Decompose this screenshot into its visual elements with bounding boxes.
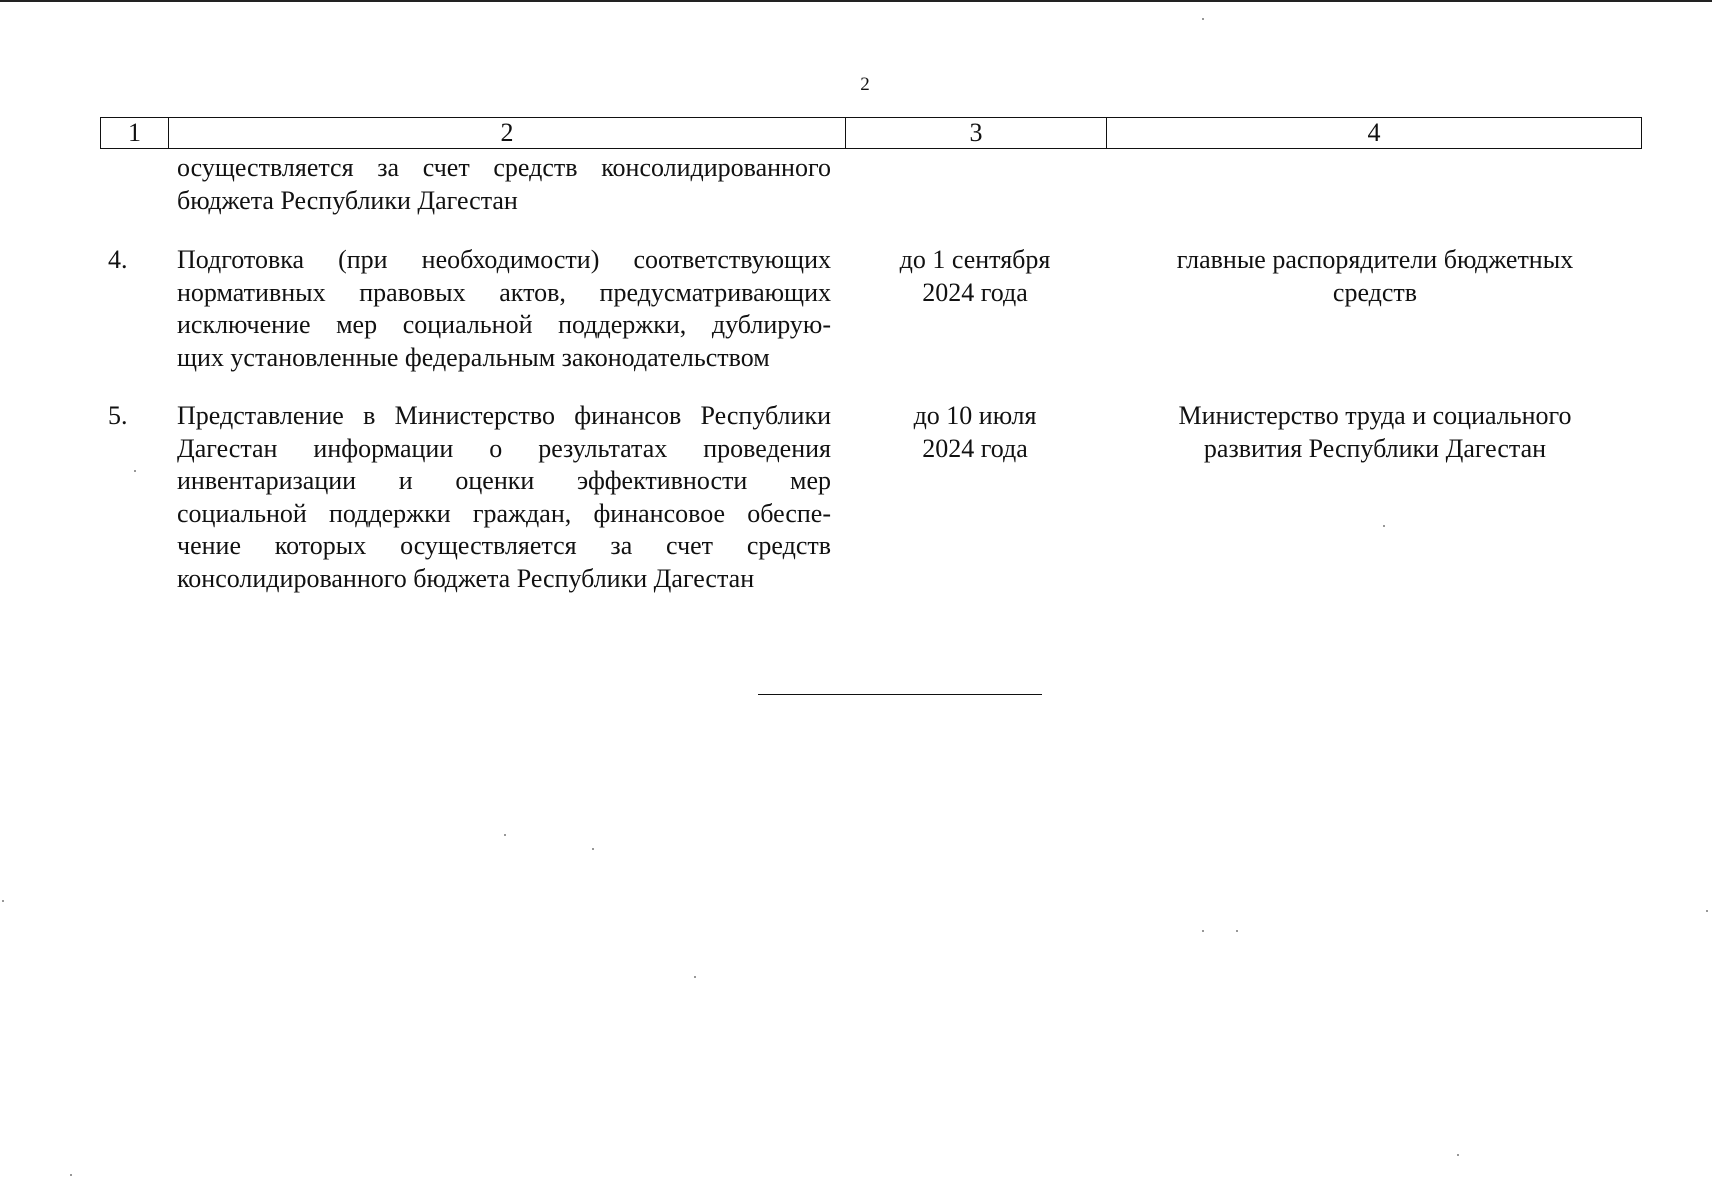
responsible-line: главные распорядители бюджетных [1176, 245, 1574, 274]
scan-speck [694, 976, 696, 978]
row-number: 5. [108, 401, 128, 430]
text-line: бюджета Республики Дагестан [177, 185, 518, 215]
row-deadline [860, 400, 1090, 465]
row-measure-text [177, 244, 831, 374]
scan-speck [1202, 18, 1204, 20]
page-number: 2 [860, 74, 870, 95]
responsible-line: Министерство труда и социального [1178, 401, 1572, 430]
continuation-text [177, 152, 831, 217]
text-line: исключение мер социальной поддержки, дублирую- [177, 310, 831, 339]
scan-speck [2, 900, 4, 902]
deadline-line: 2024 года [922, 433, 1028, 463]
row-responsible [1120, 244, 1630, 309]
end-of-document-rule [758, 694, 1042, 695]
text-line: консолидированного бюджета Республики Дагестан [177, 563, 755, 593]
text-line: осуществляется за счет средств консолидированного [177, 153, 831, 182]
scan-edge [0, 0, 1712, 2]
text-line: нормативных правовых актов, предусматривающих [177, 277, 831, 307]
text-line: Подготовка (при необходимости) соответствующих [177, 245, 831, 274]
text-line: щих установленные федеральным законодательством [177, 342, 770, 372]
scan-speck [592, 848, 594, 850]
deadline-line: до 1 сентября [899, 245, 1051, 274]
scan-speck [1457, 1154, 1459, 1156]
scan-speck [504, 834, 506, 836]
scan-speck [1202, 930, 1204, 932]
row-deadline [860, 244, 1090, 309]
deadline-line: 2024 года [922, 277, 1028, 307]
scan-speck [1383, 525, 1385, 527]
deadline-line: до 10 июля [913, 401, 1037, 430]
text-line: Дагестан информации о результатах проведения [177, 433, 831, 463]
header-cell-4: 4 [1367, 118, 1381, 147]
responsible-line: развития Республики Дагестан [1203, 433, 1547, 463]
text-line: социальной поддержки граждан, финансовое обеспе- [177, 498, 831, 528]
header-cell-3: 3 [846, 118, 1107, 148]
scan-speck [1236, 930, 1238, 932]
text-line: чение которых осуществляется за счет средств [177, 531, 831, 560]
header-cell-2: 2 [169, 118, 846, 148]
table-header-row [100, 117, 1642, 149]
text-line: Представление в Министерство финансов Республики [177, 401, 831, 430]
row-number: 4. [108, 245, 128, 274]
text-line: инвентаризации и оценки эффективности мер [177, 466, 831, 495]
scan-speck [1706, 910, 1708, 912]
responsible-line: средств [1332, 277, 1418, 307]
scan-speck [134, 470, 136, 472]
row-responsible [1120, 400, 1630, 465]
header-cell-1: 1 [101, 118, 169, 148]
row-measure-text [177, 400, 831, 595]
scan-speck [70, 1174, 72, 1176]
